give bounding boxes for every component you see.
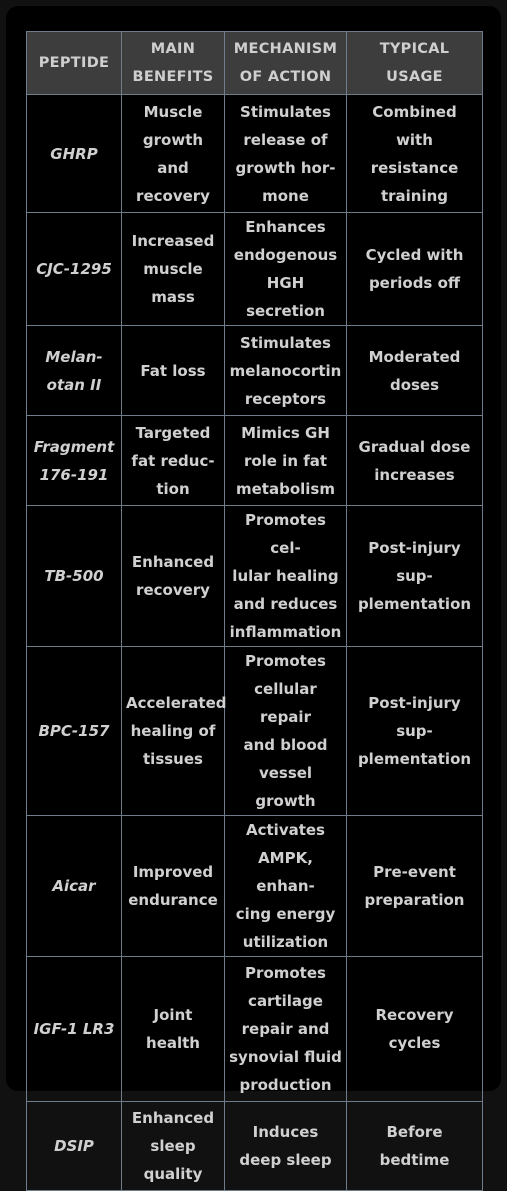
cell-text-line: role in fat	[243, 451, 328, 470]
peptide-cell	[27, 213, 122, 326]
table-row	[27, 213, 483, 326]
cell-text-line: preparation	[364, 891, 465, 909]
mechanism-cell	[225, 213, 347, 326]
cell-text-line: release of	[243, 130, 328, 149]
cell-text-line: TB-500	[44, 567, 104, 585]
usage-cell	[347, 957, 483, 1102]
cell-text-line: Aicar	[52, 877, 96, 895]
table-row	[27, 1102, 483, 1191]
cell-text-line: Cycled with	[365, 246, 464, 264]
cell-text-line: otan II	[46, 375, 102, 394]
mechanism-cell	[225, 957, 347, 1102]
cell-text-line: growth hor-	[235, 158, 336, 177]
cell-text-line: tion	[156, 479, 190, 498]
cell-text-line: 176-191	[39, 465, 109, 484]
cell-text-line: Muscle	[143, 102, 203, 121]
table-row	[27, 326, 483, 416]
cell-text-line: mass	[151, 288, 195, 306]
cell-text-line: Mimics GH	[241, 423, 330, 442]
cell-text-line: muscle	[143, 260, 203, 278]
cell-text-line: and blood	[243, 736, 328, 754]
benefits-cell	[122, 213, 225, 326]
cell-text-line: recovery	[136, 186, 210, 205]
cell-text-line: vessel growth	[255, 764, 316, 810]
cell-text-line: cing energy	[235, 905, 336, 923]
table-row	[27, 506, 483, 647]
peptide-cell	[27, 1102, 122, 1191]
mechanism-cell	[225, 816, 347, 957]
header-row	[27, 32, 483, 95]
cell-text-line: training	[380, 186, 449, 205]
cell-text-line: melanocortin	[229, 361, 342, 380]
usage-cell	[347, 416, 483, 506]
cell-text-line: AMPK, enhan-	[256, 849, 315, 895]
cell-text-line: Activates	[246, 821, 325, 839]
cell-text-line: lular healing	[232, 567, 339, 585]
cell-text-line: Targeted	[135, 423, 211, 442]
usage-cell	[347, 647, 483, 816]
cell-text-line: Stimulates	[240, 333, 331, 352]
peptide-table	[26, 31, 483, 1191]
benefits-cell	[122, 957, 225, 1102]
benefits-cell	[122, 95, 225, 213]
cell-text-line: Promotes	[245, 964, 326, 982]
cell-text-line: Joint health	[146, 1006, 200, 1052]
table-row	[27, 816, 483, 957]
cell-text-line: Improved	[132, 863, 214, 881]
benefits-cell	[122, 416, 225, 506]
cell-text-line: periods off	[368, 274, 461, 292]
cell-text-line: repair and	[241, 1020, 330, 1038]
cell-text-line: Enhances	[245, 218, 326, 236]
cell-text-line: healing of	[130, 722, 216, 740]
cell-text-line: cartilage	[248, 992, 323, 1010]
cell-text-line: quality	[143, 1165, 203, 1183]
peptide-cell	[27, 816, 122, 957]
cell-text-line: cellular repair	[254, 680, 317, 726]
cell-text-line: doses	[389, 375, 440, 394]
cell-text-line: Promotes cel-	[245, 511, 326, 557]
benefits-cell	[122, 506, 225, 647]
cell-text-line: BPC-157	[38, 722, 110, 740]
mechanism-cell	[225, 506, 347, 647]
cell-text-line: plementation	[357, 595, 472, 613]
cell-text-line: mone	[262, 186, 309, 205]
usage-cell	[347, 816, 483, 957]
cell-text-line: tissues	[143, 750, 203, 768]
mechanism-cell	[225, 647, 347, 816]
benefits-cell	[122, 326, 225, 416]
cell-text-line: plementation	[357, 750, 472, 768]
table-row	[27, 957, 483, 1102]
cell-text-line: Before bedtime	[379, 1123, 450, 1169]
cell-text-line: fat reduc-	[131, 451, 215, 470]
usage-cell	[347, 213, 483, 326]
table-row	[27, 95, 483, 213]
peptide-cell	[27, 647, 122, 816]
cell-text-line: Increased	[131, 232, 215, 250]
cell-text-line: Stimulates	[240, 102, 331, 121]
benefits-cell	[122, 816, 225, 957]
cell-text-line: IGF-1 LR3	[33, 1020, 115, 1038]
peptide-cell	[27, 506, 122, 647]
cell-text-line: Fragment	[33, 437, 115, 456]
usage-cell	[347, 506, 483, 647]
cell-text-line: synovial fluid	[229, 1048, 342, 1066]
cell-text-line: Moderated	[368, 347, 461, 366]
cell-text-line: endurance	[128, 891, 218, 909]
cell-text-line: sleep	[150, 1137, 196, 1155]
cell-text-line: metabolism	[236, 479, 335, 498]
cell-text-line: HGH secretion	[246, 274, 325, 320]
cell-text-line: Enhanced	[131, 553, 215, 571]
cell-text-line: Melan-	[45, 347, 103, 366]
mechanism-cell	[225, 1102, 347, 1191]
cell-text-line: Fat loss	[140, 361, 206, 380]
header-peptide: PEPTIDE	[27, 32, 122, 95]
header-typical-usage: TYPICAL USAGE	[347, 32, 483, 95]
cell-text-line: Post-injury sup-	[368, 539, 461, 585]
cell-text-line: Recovery cycles	[375, 1006, 454, 1052]
usage-cell	[347, 326, 483, 416]
benefits-cell	[122, 1102, 225, 1191]
usage-cell	[347, 1102, 483, 1191]
cell-text-line: receptors	[244, 389, 327, 408]
cell-text-line: endogenous	[233, 246, 338, 264]
cell-text-line: utilization	[242, 933, 329, 951]
cell-text-line: Accelerated	[126, 694, 227, 712]
cell-text-line: Gradual dose	[358, 437, 471, 456]
table-row	[27, 416, 483, 506]
header-main-benefits: MAIN BENEFITS	[122, 32, 225, 95]
cell-text-line: Combined	[372, 102, 457, 121]
usage-cell	[347, 95, 483, 213]
cell-text-line: Promotes	[245, 652, 326, 670]
cell-text-line: inflammation	[229, 623, 342, 641]
header-mechanism-of-action: MECHANISM OF ACTION	[225, 32, 347, 95]
table-row	[27, 647, 483, 816]
mechanism-cell	[225, 416, 347, 506]
cell-text-line: and reduces	[233, 595, 338, 613]
peptide-cell	[27, 326, 122, 416]
cell-text-line: Post-injury sup-	[368, 694, 461, 740]
cell-text-line: DSIP	[54, 1137, 94, 1155]
cell-text-line: growth and	[142, 130, 204, 177]
cell-text-line: increases	[374, 465, 455, 484]
benefits-cell	[122, 647, 225, 816]
cell-text-line: recovery	[136, 581, 210, 599]
cell-text-line: Induces	[252, 1123, 319, 1141]
cell-text-line: production	[239, 1076, 332, 1094]
peptide-cell	[27, 957, 122, 1102]
cell-text-line: deep sleep	[239, 1151, 332, 1169]
cell-text-line: Pre-event	[373, 863, 456, 881]
mechanism-cell	[225, 326, 347, 416]
cell-text-line: CJC-1295	[36, 260, 112, 278]
cell-text-line: with resistance	[370, 130, 459, 177]
cell-text-line: Enhanced	[131, 1109, 215, 1127]
peptide-cell	[27, 95, 122, 213]
mechanism-cell	[225, 95, 347, 213]
peptide-cell	[27, 416, 122, 506]
cell-text-line: GHRP	[50, 144, 98, 163]
